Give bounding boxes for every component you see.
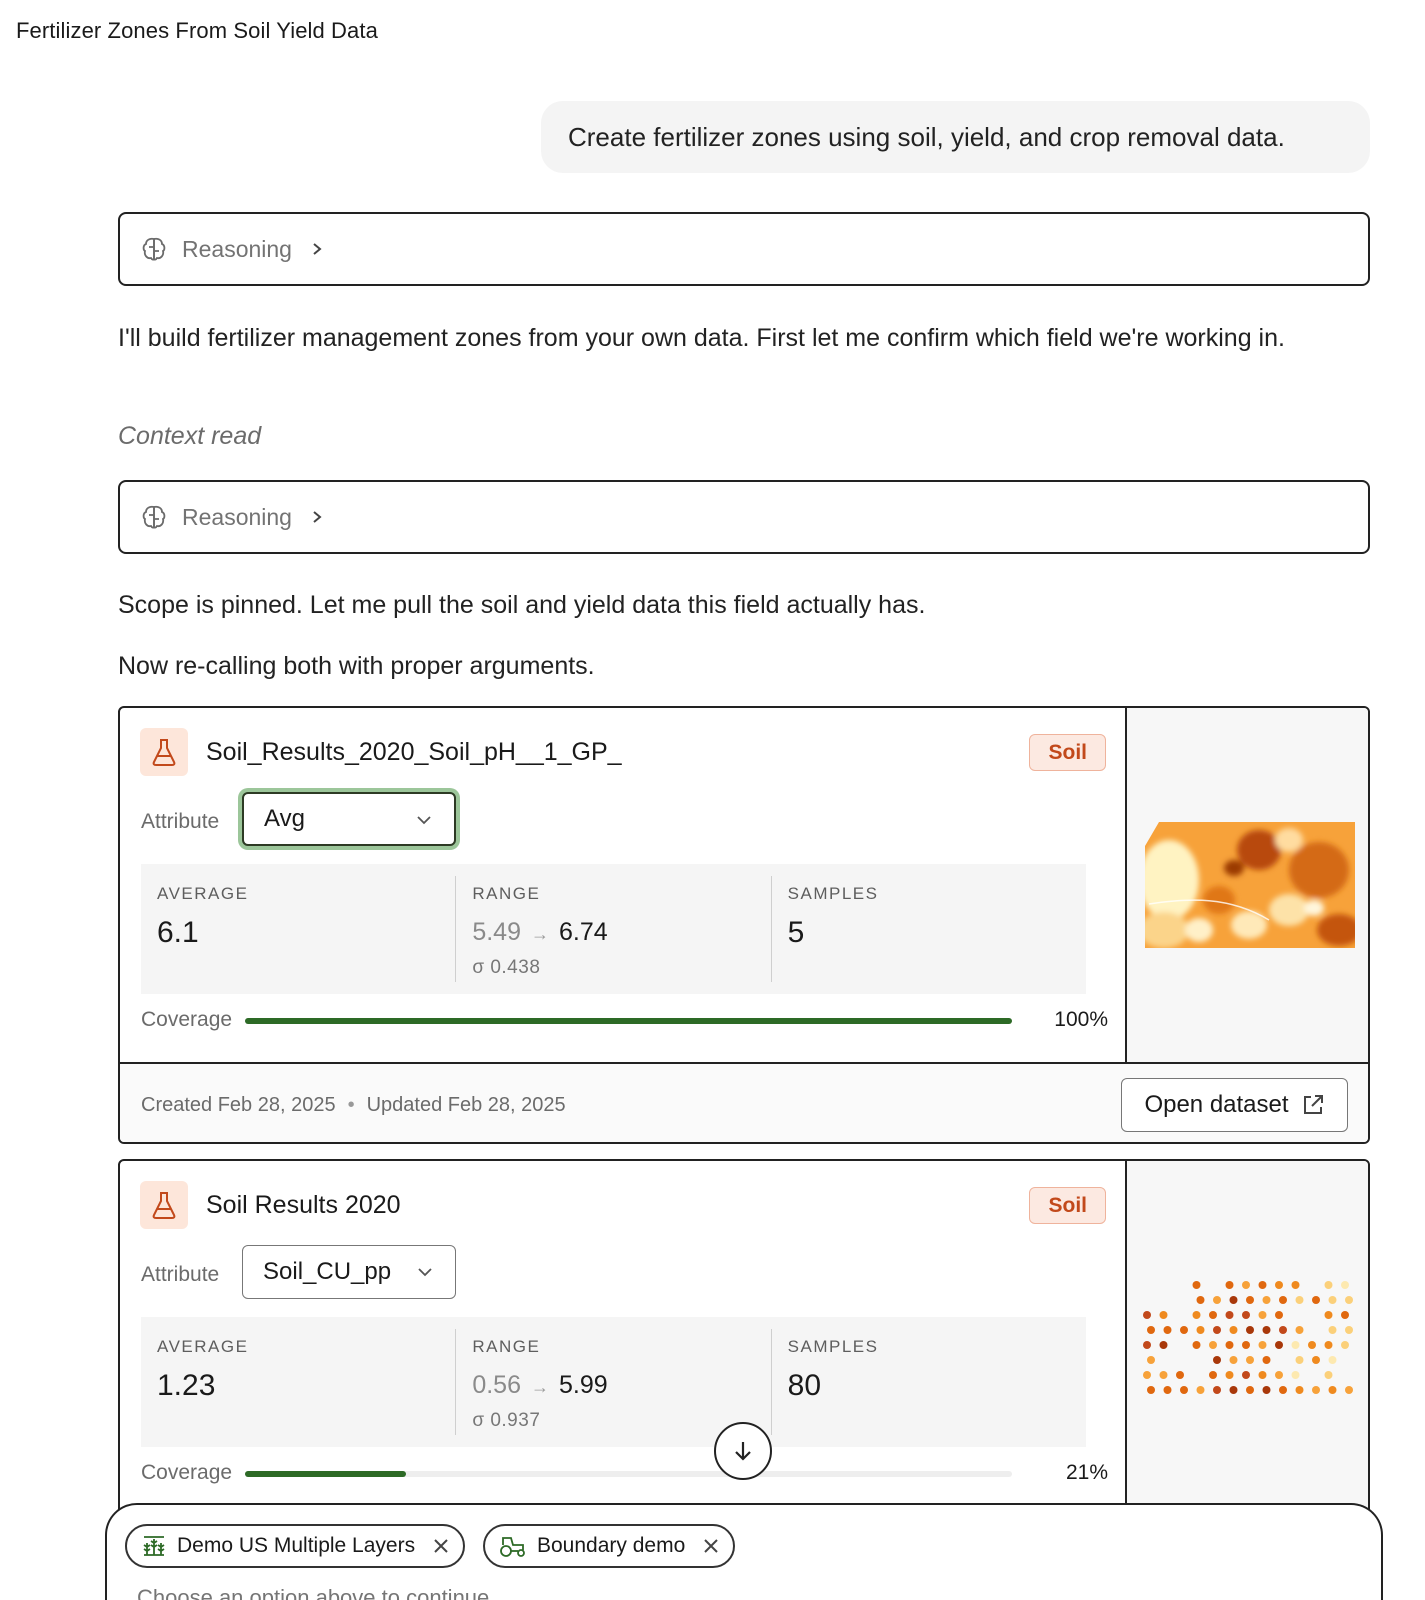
sample-point — [1259, 1311, 1267, 1319]
sample-point — [1275, 1281, 1283, 1289]
sample-point — [1246, 1386, 1254, 1394]
range-sigma: σ 0.438 — [472, 957, 541, 978]
message-composer — [105, 1503, 1383, 1600]
sample-point — [1296, 1356, 1304, 1364]
sample-point — [1164, 1386, 1172, 1394]
attribute-value: Soil_CU_pp — [263, 1258, 392, 1285]
sample-point — [1246, 1326, 1254, 1334]
chevron-right-icon — [310, 510, 324, 524]
sample-point — [1209, 1311, 1217, 1319]
sample-point — [1263, 1386, 1271, 1394]
sample-point — [1312, 1386, 1320, 1394]
range-high: 5.99 — [559, 1371, 608, 1399]
sample-point — [1209, 1341, 1217, 1349]
sample-point — [1341, 1281, 1349, 1289]
coverage-bar-fill — [245, 1471, 406, 1477]
sample-point — [1325, 1311, 1333, 1319]
dataset-dates — [141, 1094, 566, 1117]
dataset-card-footer — [120, 1062, 1368, 1144]
sample-point — [1147, 1326, 1155, 1334]
chevron-right-icon — [310, 242, 324, 256]
chip-label: Demo US Multiple Layers — [177, 1534, 416, 1557]
dataset-type-badge: Soil — [1029, 1187, 1106, 1224]
sample-point — [1341, 1341, 1349, 1349]
average-value: 6.1 — [157, 916, 199, 949]
sample-point — [1263, 1296, 1271, 1304]
sample-point — [1329, 1356, 1337, 1364]
sample-point — [1230, 1386, 1238, 1394]
sample-point — [1164, 1326, 1172, 1334]
sample-point — [1143, 1371, 1151, 1379]
reasoning-toggle-1[interactable] — [118, 212, 1370, 286]
sample-point — [1226, 1311, 1234, 1319]
sample-point — [1325, 1281, 1333, 1289]
attribute-label: Attribute — [141, 1263, 220, 1286]
sample-point — [1325, 1341, 1333, 1349]
flask-icon — [140, 728, 188, 776]
sample-point — [1160, 1341, 1168, 1349]
sample-point — [1230, 1356, 1238, 1364]
sample-point — [1242, 1341, 1250, 1349]
sample-point — [1292, 1341, 1300, 1349]
user-message-text: Create fertilizer zones using soil, yield, and crop removal data. — [568, 121, 1285, 152]
user-message-bubble — [541, 101, 1370, 173]
tractor-icon — [499, 1534, 527, 1558]
reasoning-label: Reasoning — [182, 235, 292, 262]
stat-samples: SAMPLES 80 — [771, 1329, 1086, 1435]
sample-point — [1279, 1326, 1287, 1334]
close-icon[interactable] — [703, 1538, 719, 1554]
page-title: Fertilizer Zones From Soil Yield Data — [16, 18, 378, 43]
sample-point — [1213, 1356, 1221, 1364]
assistant-message-2: Scope is pinned. Let me pull the soil and yield data this field actually has. — [118, 591, 926, 619]
sample-point — [1279, 1386, 1287, 1394]
chevron-down-icon — [417, 1264, 433, 1280]
sample-point — [1345, 1296, 1353, 1304]
sample-point — [1213, 1296, 1221, 1304]
sample-point — [1296, 1326, 1304, 1334]
dataset-name: Soil_Results_2020_Soil_pH__1_GP_ — [206, 738, 622, 766]
attribute-select[interactable] — [242, 792, 456, 846]
sample-point — [1259, 1371, 1267, 1379]
dataset-card-ph — [118, 706, 1370, 1144]
coverage-value: 100% — [1054, 1008, 1108, 1031]
sample-point — [1259, 1281, 1267, 1289]
dataset-type-badge: Soil — [1029, 734, 1106, 771]
stats-panel — [141, 1317, 1086, 1447]
sample-point — [1176, 1371, 1184, 1379]
sample-point — [1242, 1281, 1250, 1289]
sample-point — [1180, 1326, 1188, 1334]
sample-point — [1143, 1311, 1151, 1319]
sample-point — [1279, 1296, 1287, 1304]
sample-point — [1242, 1371, 1250, 1379]
assistant-message-3: Now re-calling both with proper arguments. — [118, 652, 595, 680]
sample-point — [1230, 1296, 1238, 1304]
sample-point — [1147, 1386, 1155, 1394]
reasoning-toggle-2[interactable] — [118, 480, 1370, 554]
sample-point — [1325, 1371, 1333, 1379]
context-chip-demo-us-multiple-layers[interactable] — [125, 1524, 465, 1568]
sample-point — [1296, 1386, 1304, 1394]
attribute-label: Attribute — [141, 810, 220, 833]
sample-point — [1230, 1326, 1238, 1334]
soil-heatmap-thumbnail — [1139, 820, 1355, 950]
scroll-to-bottom-button[interactable] — [714, 1422, 772, 1480]
sample-point — [1193, 1281, 1201, 1289]
sample-point — [1209, 1371, 1217, 1379]
sample-point — [1275, 1371, 1283, 1379]
brain-icon — [140, 503, 168, 531]
range-low: 5.49 — [472, 918, 521, 946]
sample-point — [1160, 1371, 1168, 1379]
dataset-map-preview — [1125, 708, 1368, 1062]
range-low: 0.56 — [472, 1371, 521, 1399]
arrow-right-icon: → — [531, 924, 549, 944]
average-value: 1.23 — [157, 1369, 216, 1402]
sample-point — [1275, 1341, 1283, 1349]
sample-point — [1341, 1311, 1349, 1319]
stat-range: RANGE 5.49 → 6.74 σ 0.438 — [455, 876, 770, 982]
flask-icon — [140, 1181, 188, 1229]
dataset-name: Soil Results 2020 — [206, 1191, 401, 1219]
external-link-icon — [1301, 1093, 1325, 1117]
sample-point — [1226, 1341, 1234, 1349]
stat-range: RANGE 0.56 → 5.99 σ 0.937 — [455, 1329, 770, 1435]
sample-point — [1246, 1296, 1254, 1304]
sample-point — [1197, 1326, 1205, 1334]
composer-input[interactable] — [137, 1585, 1337, 1600]
sample-point — [1213, 1386, 1221, 1394]
sample-point — [1213, 1326, 1221, 1334]
context-chip-boundary-demo[interactable] — [483, 1524, 735, 1568]
close-icon[interactable] — [433, 1538, 449, 1554]
sample-point — [1147, 1356, 1155, 1364]
coverage-label: Coverage — [141, 1008, 233, 1031]
samples-value: 80 — [787, 1369, 822, 1402]
created-date: Created Feb 28, 2025 — [141, 1094, 336, 1116]
sample-point — [1263, 1326, 1271, 1334]
coverage-label: Coverage — [141, 1461, 233, 1484]
sample-point — [1312, 1296, 1320, 1304]
sample-point — [1197, 1386, 1205, 1394]
sample-point — [1263, 1356, 1271, 1364]
sample-point — [1193, 1311, 1201, 1319]
sample-point — [1292, 1371, 1300, 1379]
sample-point — [1193, 1341, 1201, 1349]
brain-icon — [140, 235, 168, 263]
sample-point — [1329, 1296, 1337, 1304]
stats-panel — [141, 864, 1086, 994]
attribute-value: Avg — [264, 805, 305, 832]
field-layers-icon — [141, 1533, 167, 1559]
sample-point — [1160, 1311, 1168, 1319]
sample-point — [1345, 1386, 1353, 1394]
open-dataset-button[interactable]: Open dataset — [1121, 1078, 1348, 1132]
sample-point — [1308, 1341, 1316, 1349]
sample-point — [1296, 1296, 1304, 1304]
sample-point — [1197, 1296, 1205, 1304]
sample-point — [1242, 1311, 1250, 1319]
sample-point — [1259, 1341, 1267, 1349]
arrow-down-icon — [732, 1439, 754, 1463]
range-sigma: σ 0.937 — [472, 1410, 541, 1431]
separator-dot: • — [347, 1094, 355, 1116]
stat-average: AVERAGE 6.1 — [141, 864, 455, 994]
sample-point — [1246, 1356, 1254, 1364]
chevron-down-icon — [416, 812, 432, 828]
stat-samples: SAMPLES 5 — [771, 876, 1086, 982]
assistant-message-1: I'll build fertilizer management zones from your own data. First let me confirm which field we're working in. — [118, 324, 1285, 352]
sample-point — [1143, 1341, 1151, 1349]
samples-value: 5 — [787, 916, 805, 949]
soil-sample-points-thumbnail — [1139, 1273, 1355, 1403]
sample-point — [1292, 1281, 1300, 1289]
sample-point — [1329, 1386, 1337, 1394]
reasoning-label: Reasoning — [182, 503, 292, 530]
range-high: 6.74 — [559, 918, 608, 946]
coverage-bar — [245, 1471, 1012, 1477]
coverage-bar — [245, 1018, 1012, 1024]
sample-point — [1180, 1386, 1188, 1394]
coverage-value: 21% — [1065, 1461, 1108, 1484]
updated-date: Updated Feb 28, 2025 — [366, 1094, 566, 1116]
arrow-right-icon: → — [531, 1377, 549, 1397]
sample-point — [1329, 1326, 1337, 1334]
sample-point — [1226, 1281, 1234, 1289]
sample-point — [1345, 1326, 1353, 1334]
attribute-select[interactable] — [242, 1245, 456, 1299]
sample-point — [1226, 1371, 1234, 1379]
coverage-bar-fill — [245, 1018, 1012, 1024]
sample-point — [1275, 1311, 1283, 1319]
sample-point — [1312, 1356, 1320, 1364]
context-read-status: Context read — [118, 422, 262, 450]
chip-label: Boundary demo — [537, 1534, 686, 1557]
stat-average: AVERAGE 1.23 — [141, 1317, 455, 1447]
